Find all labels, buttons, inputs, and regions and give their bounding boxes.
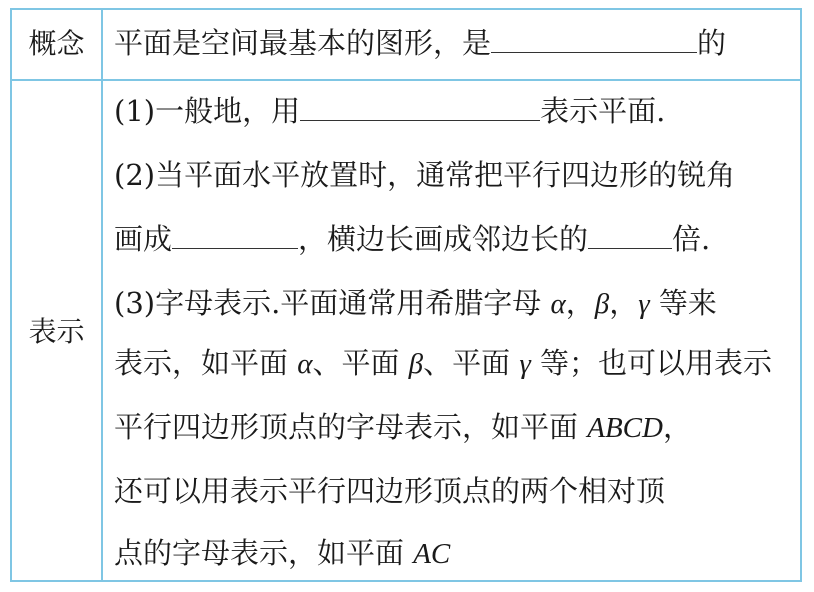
greek-beta: β <box>408 348 424 380</box>
repr-line-2 <box>114 158 735 192</box>
repr-line-6 <box>114 410 692 445</box>
repr-line-7-text: 还可以用表示平行四边形顶点的两个相对顶 <box>114 474 666 508</box>
repr-line-1-text-a: (1)一般地，用 <box>114 94 301 128</box>
separator: ， <box>609 286 639 320</box>
repr-line-4 <box>114 286 717 321</box>
blank-how-represent[interactable] <box>300 94 540 121</box>
plane-abcd: ABCD <box>587 412 663 444</box>
row-label-representation: 表示 <box>28 315 85 348</box>
concept-text <box>114 26 726 60</box>
greek-gamma: γ <box>519 348 531 380</box>
blank-ratio[interactable] <box>588 222 672 249</box>
repr-line-7 <box>114 474 665 508</box>
greek-beta: β <box>594 288 610 320</box>
greek-alpha: α <box>550 288 566 320</box>
repr-line-4-text-a: (3)字母表示.平面通常用希腊字母 <box>114 286 551 320</box>
repr-line-3-text-b: ，横边长画成邻边长的 <box>298 222 589 256</box>
repr-line-6-text-b: ， <box>662 410 692 444</box>
repr-line-5 <box>114 346 772 381</box>
repr-line-6-text-a: 平行四边形顶点的字母表示，如平面 <box>114 410 588 444</box>
repr-line-3-text-a: 画成 <box>114 222 173 256</box>
repr-line-1-text-b: 表示平面. <box>540 94 666 128</box>
plane-ac: AC <box>413 538 451 570</box>
greek-alpha: α <box>297 348 313 380</box>
concept-text-after: 的 <box>697 26 727 60</box>
repr-line-5-text-a: 表示，如平面 <box>114 346 298 380</box>
separator: ， <box>565 286 595 320</box>
separator: 、平面 <box>423 346 520 380</box>
greek-gamma: γ <box>638 288 650 320</box>
row-divider <box>10 79 802 81</box>
repr-line-8-text-a: 点的字母表示，如平面 <box>114 536 414 570</box>
separator: 、平面 <box>312 346 409 380</box>
repr-line-2-text: (2)当平面水平放置时，通常把平行四边形的锐角 <box>114 158 736 192</box>
repr-line-3-text-c: 倍. <box>672 222 711 256</box>
column-divider <box>101 8 103 582</box>
concept-blank[interactable] <box>491 26 697 53</box>
repr-line-1 <box>114 94 665 128</box>
row-label-concept: 概念 <box>28 27 85 60</box>
repr-line-3 <box>114 222 710 256</box>
blank-angle[interactable] <box>172 222 298 249</box>
repr-line-4-text-b: 等来 <box>649 286 717 320</box>
repr-line-5-text-b: 等；也可以用表示 <box>530 346 772 380</box>
repr-line-8 <box>114 536 450 571</box>
concept-text-before: 平面是空间最基本的图形，是 <box>114 26 492 60</box>
